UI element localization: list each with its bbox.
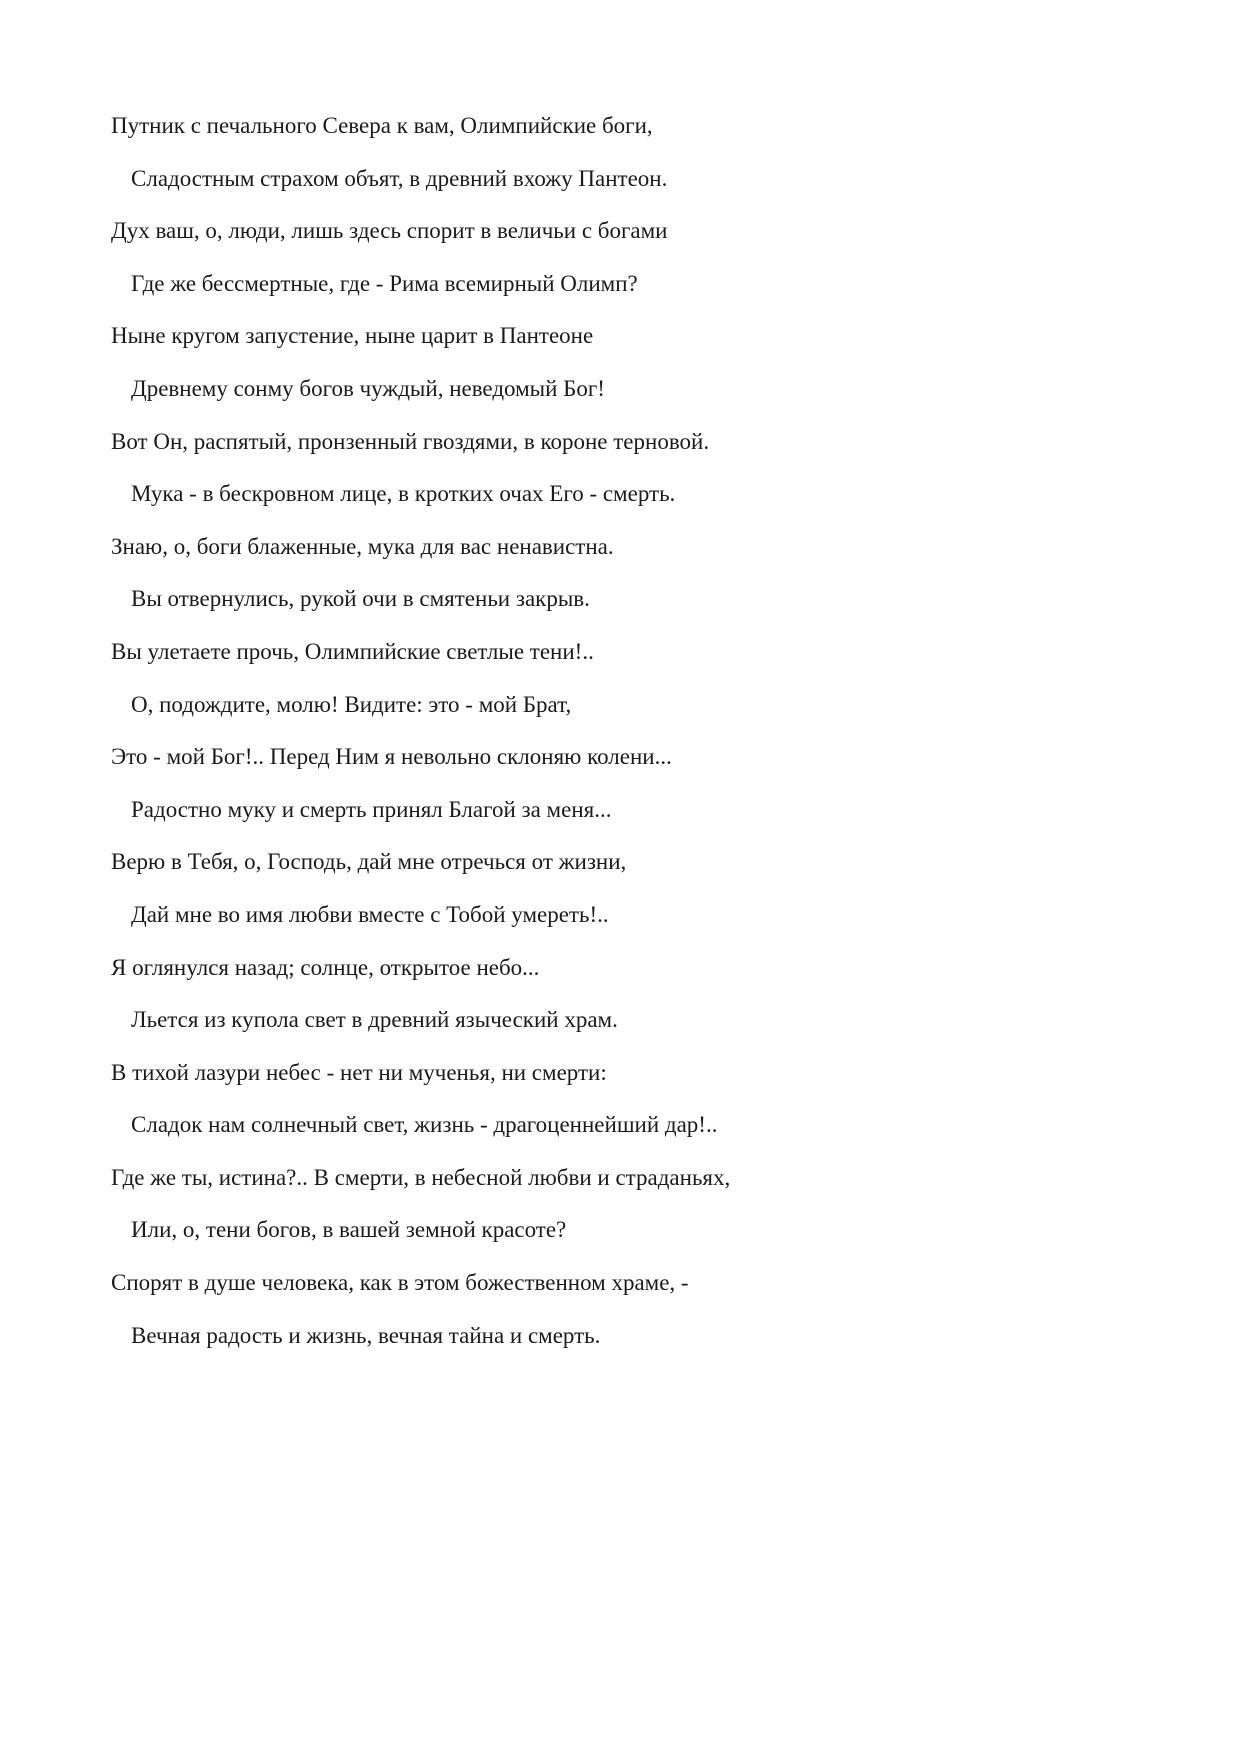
poem-line: Льется из купола свет в древний языческий храм. [131, 1007, 618, 1033]
poem-line: Вот Он, распятый, пронзенный гвоздями, в короне терновой. [111, 428, 710, 454]
poem-line: Дух ваш, о, люди, лишь здесь спорит в величьи с богами [111, 218, 668, 244]
poem-line: Это - мой Бог!.. Перед Ним я невольно склоняю колени... [111, 744, 672, 770]
poem-line: Дай мне во имя любви вместе с Тобой умереть!.. [131, 901, 609, 927]
poem-line: Мука - в бескровном лице, в кротких очах Его - смерть. [131, 481, 676, 507]
poem-line: Сладостным страхом объят, в древний вхожу Пантеон. [131, 165, 668, 191]
poem-line: Где же ты, истина?.. В смерти, в небесной любви и страданьях, [111, 1164, 731, 1190]
poem-line: Древнему сонму богов чуждый, неведомый Бог! [131, 375, 605, 401]
poem-line: Ныне кругом запустение, ныне царит в Пантеоне [111, 323, 594, 349]
poem-line: Радостно муку и смерть принял Благой за меня... [131, 796, 612, 822]
poem-line: Путник с печального Севера к вам, Олимпийские боги, [111, 113, 653, 138]
poem-line: Где же бессмертные, где - Рима всемирный Олимп? [131, 270, 638, 296]
poem-line: Или, о, тени богов, в вашей земной красоте? [131, 1217, 567, 1243]
poem-line: Вы отвернулись, рукой очи в смятеньи закрыв. [131, 586, 590, 612]
poem-line: Я оглянулся назад; солнце, открытое небо... [111, 954, 540, 980]
poem-line: В тихой лазури небес - нет ни мученья, ни смерти: [111, 1059, 607, 1085]
poem-line: О, подождите, молю! Видите: это - мой Брат, [131, 691, 572, 717]
poem-line: Вы улетаете прочь, Олимпийские светлые тени!.. [111, 638, 594, 664]
poem [111, 109, 1131, 1371]
poem-line: Вечная радость и жизнь, вечная тайна и смерть. [131, 1322, 601, 1348]
poem-line: Верю в Тебя, о, Господь, дай мне отречься от жизни, [111, 849, 627, 875]
poem-line: Знаю, о, боги блаженные, мука для вас ненавистна. [111, 533, 614, 559]
poem-line: Сладок нам солнечный свет, жизнь - драгоценнейший дар!.. [131, 1112, 718, 1138]
poem-line: Спорят в душе человека, как в этом божественном храме, - [111, 1270, 689, 1296]
